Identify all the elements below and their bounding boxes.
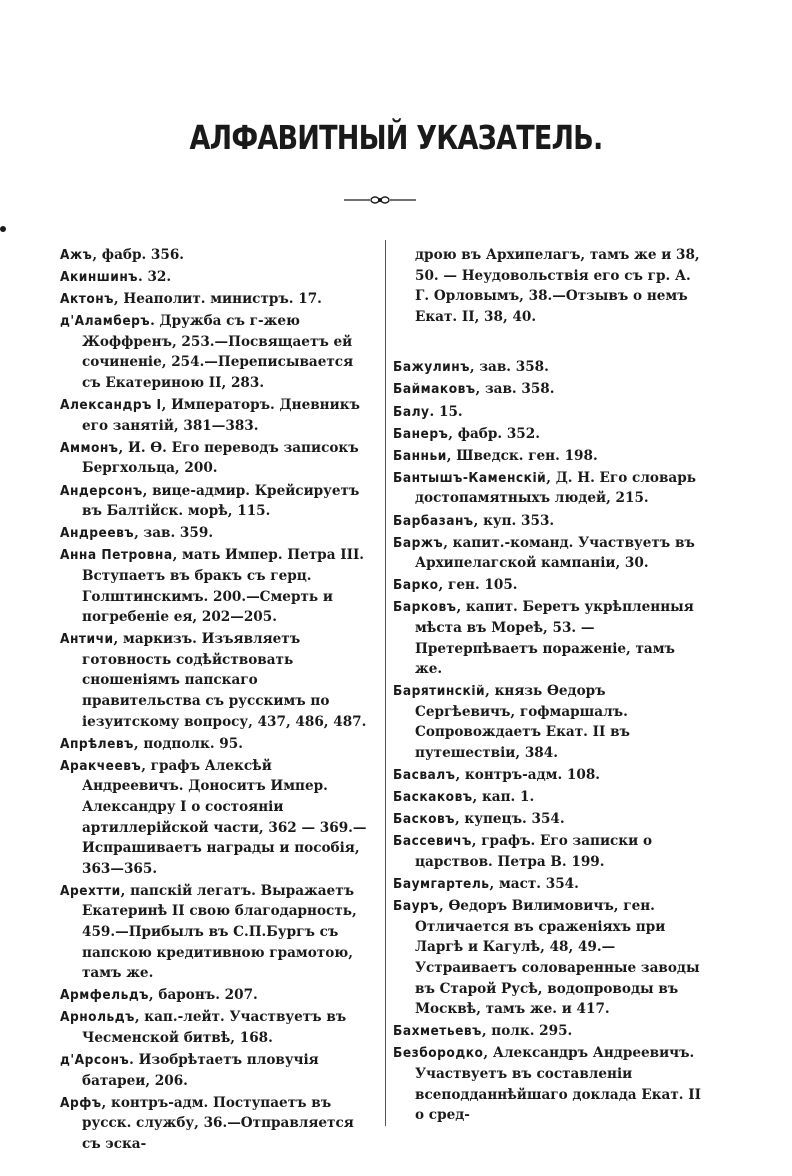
entry-text: , фабр. 352. <box>448 425 540 442</box>
entry-headword: Арфъ <box>60 1094 102 1111</box>
index-entry <box>393 575 705 596</box>
entry-text: , Александръ Андреевичъ. Участвуетъ въ составленіи всеподданнѣйшаго доклада Екат. II о сред- <box>415 1045 701 1124</box>
entry-headword: Банеръ <box>393 425 449 442</box>
entry-text: , куп. 353. <box>473 512 555 529</box>
entry-headword: Барковъ <box>393 599 457 616</box>
entry-text: , подполк. 95. <box>133 735 243 752</box>
entry-headword: Барятинскій <box>393 683 486 700</box>
entry-text: , Императоръ. Дневникъ его занятій, 381—383. <box>82 397 360 434</box>
entry-text: . Дружба съ г-жею Жоффренъ, 253.—Посвящаетъ ей сочиненіе, 254.—Переписывается съ Екатериною II, 283. <box>82 313 354 392</box>
index-entry <box>393 357 705 378</box>
index-entry <box>60 734 372 755</box>
entry-text: , вице-адмир. Крейсируетъ въ Балтійск. морѣ, 115. <box>82 482 360 520</box>
right-entries <box>393 357 705 1125</box>
entry-text: , папскій легатъ. Выражаетъ Екатеринѣ II свою благодарность, 459.—Прибылъ въ С.П.Бургъ съ папскою кредитивною грамотою, тамъ же. <box>82 882 357 982</box>
index-entry <box>393 896 705 1020</box>
entry-headword: Аммонъ <box>60 439 119 456</box>
entry-headword: Акиншинъ <box>60 269 138 286</box>
entry-headword: Баймаковъ <box>393 381 476 398</box>
entry-headword: Бауръ <box>393 898 439 915</box>
index-entry <box>60 1007 372 1048</box>
entry-headword: Бажулинъ <box>393 359 470 376</box>
index-entry <box>60 481 372 522</box>
entry-text: , капит.-команд. Участвуетъ въ Архипелагской кампаніи, 30. <box>415 534 695 572</box>
entry-headword: Баржъ <box>393 534 444 551</box>
entry-text: . 15. <box>429 403 463 420</box>
index-entry <box>60 395 372 436</box>
entry-text: , фабр. 356. <box>92 247 185 263</box>
index-entry <box>393 468 705 509</box>
entry-headword: Барбазанъ <box>393 512 474 529</box>
entry-text: . 32. <box>138 269 172 286</box>
index-entry <box>393 1021 705 1042</box>
column-divider <box>385 240 386 1126</box>
entry-headword: д'Арсонъ <box>60 1052 130 1069</box>
entry-text: , князь Ѳедоръ Сергѣевичъ, гофмаршалъ. Сопровождаетъ Екат. II въ путешествіи, 384. <box>415 683 630 762</box>
entry-headword: Александръ I <box>60 397 162 414</box>
entry-headword: Апрѣлевъ <box>60 735 134 752</box>
entry-text: , ген. 105. <box>438 577 518 594</box>
index-entry <box>393 446 705 467</box>
entry-headword: Безбородко <box>393 1045 484 1062</box>
entry-text: , контръ-адм. Поступаетъ въ русск. службу, 36.—Отправляется съ эска- <box>82 1094 354 1152</box>
index-entry <box>393 787 705 808</box>
index-entry <box>60 545 372 627</box>
index-entry <box>393 765 705 786</box>
ornament-dash-icon <box>344 193 416 207</box>
entry-text: , графъ Алексѣй Андреевичъ. Доноситъ Импер. Александру I о состояніи артиллерійской части, 362 — 369.—Испрашиваетъ награды и пособія, 363—365. <box>82 757 367 877</box>
index-entry <box>60 523 372 544</box>
entry-text: , Неаполит. министръ. 17. <box>113 291 322 308</box>
index-entry <box>393 809 705 830</box>
entry-text: , Шведск. ген. 198. <box>446 447 598 464</box>
entry-headword: Барко <box>393 577 439 594</box>
index-entry <box>393 533 705 574</box>
entry-text: , зав. 358. <box>469 359 549 376</box>
entry-text: , кап.-лейт. Участвуетъ въ Чесменской битвѣ, 168. <box>82 1009 347 1046</box>
entry-text: , баронъ. 207. <box>148 987 258 1004</box>
entry-text: . Изобрѣтаетъ пловучія батареи, 206. <box>82 1052 319 1089</box>
index-entry <box>60 881 372 984</box>
entry-headword: Андреевъ <box>60 525 135 542</box>
continued-entry: дрою въ Архипелагъ, тамъ же и 38, 50. — Неудовольствія его съ гр. А. Г. Орловымъ, 38.—Отзывъ о немъ Екат. II, 38, 40. <box>415 247 700 325</box>
entry-headword: Банньи <box>393 447 447 464</box>
entry-text: , капит. Беретъ укрѣпленныя мѣста въ Мореѣ, 53. — Претерпѣваетъ пораженіе, тамъ же. <box>415 599 694 678</box>
index-entry <box>393 402 705 423</box>
entry-headword: Армфельдъ <box>60 987 149 1004</box>
entry-text: , полк. 295. <box>481 1023 573 1040</box>
entry-text: , И. Ѳ. Его переводъ записокъ Бергхольца, 200. <box>82 439 359 477</box>
index-entry <box>393 874 705 895</box>
entry-headword: Басвалъ <box>393 767 456 784</box>
entry-text: , зав. 359. <box>134 525 214 542</box>
index-entry <box>60 1050 372 1091</box>
page-title: АЛФАВИТНЫЙ УКАЗАТЕЛЬ. <box>189 118 603 157</box>
entry-headword: Анна Петровна <box>60 547 173 564</box>
entry-text: , кап. 1. <box>472 789 535 806</box>
entry-text: , Ѳедоръ Вилимовичъ, ген. Отличается въ сраженіяхъ при Ларгѣ и Кагулѣ, 48, 49.—Устраиваетъ соловаренные заводы въ Старой Русѣ, водопроводы въ Москвѣ, тамъ же. и 417. <box>415 898 700 1018</box>
index-entry <box>393 511 705 532</box>
entry-text: , графъ. Его записки о царствов. Петра В. 199. <box>415 833 653 871</box>
index-entry <box>60 756 372 880</box>
index-entry <box>393 379 705 400</box>
entry-headword: Баскаковъ <box>393 789 473 806</box>
entry-headword: Бахметьевъ <box>393 1023 482 1040</box>
entry-headword: Андерсонъ <box>60 482 143 499</box>
entry-headword: д'Аламберъ <box>60 313 151 330</box>
entry-headword: Арехтти <box>60 882 121 899</box>
entry-headword: Ажъ <box>60 247 93 263</box>
index-entry <box>60 245 372 266</box>
index-column-right <box>393 245 705 1127</box>
index-entry <box>393 681 705 763</box>
index-entry <box>60 289 372 310</box>
entry-text: , мать Импер. Петра III. Вступаетъ въ бракъ съ герц. Голштинскимъ. 200.—Смерть и погребеніе ея, 202—205. <box>82 547 365 626</box>
entry-headword: Бассевичъ <box>393 833 472 850</box>
entry-text: , зав. 358. <box>475 381 555 398</box>
index-entry <box>60 438 372 479</box>
entry-headword: Бантышъ-Каменскій <box>393 469 547 486</box>
entry-text: , контръ-адм. 108. <box>455 767 601 784</box>
index-entry <box>393 831 705 872</box>
index-entry <box>60 629 372 732</box>
index-entry <box>60 1093 372 1155</box>
margin-mark <box>0 226 6 232</box>
index-column-left <box>60 245 372 1156</box>
entry-headword: Басковъ <box>393 811 455 828</box>
entry-text: , Д. Н. Его словарь достопамятныхъ людей, 215. <box>415 469 696 507</box>
entry-text: , маркизъ. Изъявляетъ готовность содѣйствовать сношеніямъ папскаго правительства съ русскимъ по іезуитскому вопросу, 437, 486, 487. <box>82 631 367 730</box>
entry-text: , маст. 354. <box>489 876 579 893</box>
entry-headword: Балу <box>393 403 430 420</box>
index-entry <box>60 267 372 288</box>
index-entry <box>60 311 372 393</box>
index-entry <box>60 985 372 1006</box>
entry-text: , купецъ. 354. <box>454 811 565 828</box>
entry-headword: Арнольдъ <box>60 1009 135 1026</box>
entry-headword: Баумгартель <box>393 876 490 893</box>
entry-headword: Актонъ <box>60 291 114 308</box>
entry-headword: Античи <box>60 631 114 648</box>
index-entry <box>393 597 705 679</box>
index-entry <box>393 424 705 445</box>
entry-headword: Аракчеевъ <box>60 757 142 774</box>
index-entry <box>393 1043 705 1125</box>
